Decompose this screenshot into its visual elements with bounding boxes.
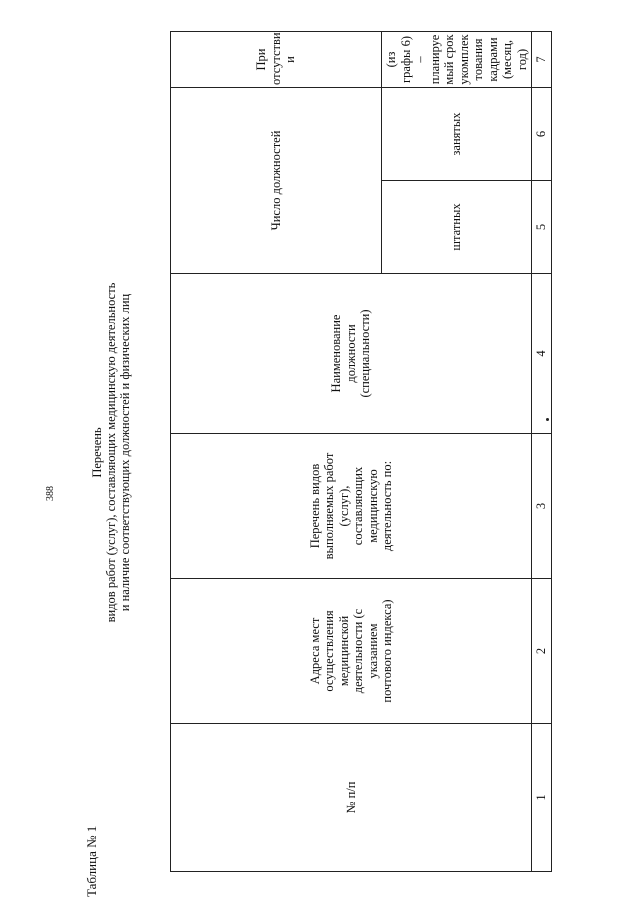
cell-text-line: – xyxy=(413,56,427,63)
cell-text-line: медицинскую xyxy=(365,469,380,543)
cell-text-line: составляющих xyxy=(351,466,365,546)
cell-text-line: указанием xyxy=(365,623,380,679)
cell-text-line: При xyxy=(254,48,269,71)
column-number-row xyxy=(532,31,552,871)
header-cell-positions-count: Число должностей xyxy=(171,87,382,273)
cell-text-line: деятельности (с xyxy=(351,608,365,694)
cell-text-line: отсутстви xyxy=(268,32,283,85)
title-line-1: Перечень xyxy=(90,427,104,478)
cell-text-line: графы 6) xyxy=(398,36,413,83)
cell-text-line: медицинской xyxy=(336,615,351,687)
cell-text-line: планируе xyxy=(427,34,442,85)
header-row xyxy=(171,31,382,871)
header-cell-staff: штатных xyxy=(382,181,532,274)
header-cell-absence xyxy=(171,31,382,87)
cell-text-line: укомплек xyxy=(456,34,471,85)
stray-dot xyxy=(546,418,549,421)
column-number: 4 xyxy=(532,274,552,434)
column-number: 5 xyxy=(532,181,552,274)
cell-text-line: (услуг), xyxy=(336,485,351,527)
cell-text-line: должности xyxy=(343,324,358,383)
cell-text-line: тования xyxy=(471,38,485,81)
cell-text-line: деятельность по: xyxy=(380,460,394,552)
column-number: 2 xyxy=(532,579,552,724)
cell-text-line: (специальности) xyxy=(358,309,373,398)
cell-text-line: кадрами xyxy=(485,37,500,82)
column-number: 7 xyxy=(532,31,552,87)
column-number: 6 xyxy=(532,87,552,180)
header-cell-position xyxy=(171,274,532,434)
cell-text-line: Наименование xyxy=(329,314,344,393)
header-cell-number: № п/п xyxy=(171,724,532,872)
cell-text-line: почтового индекса) xyxy=(380,599,394,703)
column-number: 1 xyxy=(532,724,552,872)
table-label: Таблица № 1 xyxy=(84,825,99,897)
cell-text-line: осуществления xyxy=(322,610,336,692)
cell-text-line: Адреса мест xyxy=(307,617,322,685)
cell-text-line: (месяц, xyxy=(500,39,514,80)
page-number: 388 xyxy=(45,486,56,501)
cell-text-line: и xyxy=(283,56,298,63)
column-number: 3 xyxy=(532,434,552,579)
document-title xyxy=(90,230,132,675)
title-line-2: видов работ (услуг), составляющих медицинскую деятельность xyxy=(104,282,118,623)
header-cell-occupied: занятых xyxy=(382,87,532,180)
cell-text-line: Перечень видов xyxy=(307,463,322,549)
title-line-3: и наличие соответствующих должностей и физических лиц xyxy=(118,293,132,612)
header-cell-completion-term xyxy=(382,31,532,87)
header-cell-works xyxy=(171,434,532,579)
positions-table xyxy=(170,31,552,872)
cell-text-line: (из xyxy=(384,51,398,68)
cell-text-line: год) xyxy=(514,48,529,71)
header-cell-addresses xyxy=(171,579,532,724)
cell-text-line: мый срок xyxy=(442,34,456,85)
cell-text-line: выполняемых работ xyxy=(322,452,336,560)
